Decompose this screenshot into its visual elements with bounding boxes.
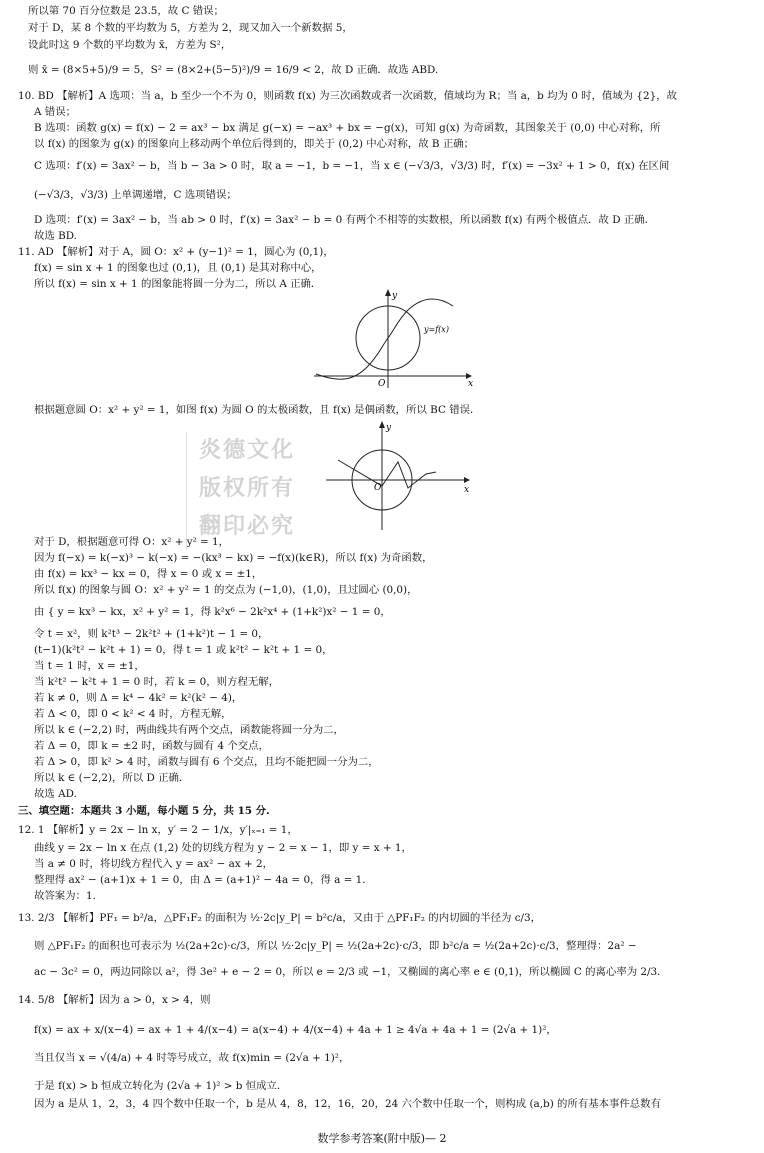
text-line: 所以第 70 百分位数是 23.5，故 C 错误；: [28, 5, 224, 17]
watermark: [186, 432, 307, 550]
figure-taiji-circle: [318, 416, 473, 534]
text-line: A 错误；: [34, 106, 76, 118]
text-line: 所以 f(x) = sin x + 1 的图象能将圆一分为二，所以 A 正确．: [34, 278, 322, 290]
text-line: C 选项：f′(x) = 3ax² − b，当 b − 3a > 0 时，取 a = −1，b = −1，当 x ∈ (−√3/3，√3/3) 时，f′(x) = −3x² + 1 > 0，f(x) 在区间: [34, 160, 670, 172]
text-line: 若 k ≠ 0，则 Δ = k⁴ − 4k² = k²(k² − 4)，: [34, 692, 243, 704]
text-line: 所以 k ∈ (−2,2)，所以 D 正确．: [34, 772, 190, 784]
y-arrow-icon: [385, 289, 391, 296]
text-line: B 选项：函数 g(x) = f(x) − 2 = ax³ − bx 满足 g(−x) = −ax³ + bx = −g(x)，可知 g(x) 为奇函数，其图象关于 (0,0) 中心对称，所: [34, 122, 661, 134]
watermark-line: 版权所有: [198, 476, 295, 501]
text-line: 对于 D，根据题意可得 O：x² + y² = 1，: [34, 536, 230, 548]
curve-label: y=f(x): [424, 325, 449, 334]
origin-label: O: [374, 483, 382, 493]
text-line: 整理得 ax² − (a+1)x + 1 = 0，由 Δ = (a+1)² − 4a = 0，得 a = 1．: [34, 874, 373, 886]
y-arrow-icon: [379, 421, 385, 428]
text-line: D 选项：f′(x) = 3ax² − b，当 ab > 0 时，f′(x) = 3ax² − b = 0 有两个不相等的实数根，所以函数 f(x) 有两个极值点．故 D 正确．: [34, 214, 656, 226]
watermark-line: 炎德文化: [198, 438, 295, 463]
text-line: 于是 f(x) > b 恒成立转化为 (2√a + 1)² > b 恒成立．: [34, 1080, 288, 1092]
watermark-line: 翻印必究: [198, 514, 295, 539]
text-line: 根据题意圆 O：x² + y² = 1，如图 f(x) 为圆 O 的太极函数，且 f(x) 是偶函数，所以 BC 错误．: [34, 404, 481, 416]
text-line: 曲线 y = 2x − ln x 在点 (1,2) 处的切线方程为 y − 2 = x − 1，即 y = x + 1，: [34, 842, 412, 854]
text-line: 所以 f(x) 的图象与圆 O：x² + y² = 1 的交点为 (−1,0)，(1,0)，且过圆心 (0,0)，: [34, 584, 418, 596]
x-axis-label: x: [464, 485, 470, 495]
figure-sine-circle: [308, 284, 478, 390]
text-line: (−√3/3，√3/3) 上单调递增，C 选项错误；: [34, 189, 237, 201]
origin-label: O: [378, 379, 386, 389]
text-line: 由 f(x) = kx³ − kx = 0，得 x = 0 或 x = ±1，: [34, 568, 263, 580]
y-axis-label: y: [386, 423, 392, 433]
text-line: 所以 k ∈ (−2,2) 时，两曲线共有两个交点，函数能将圆一分为二，: [34, 724, 344, 736]
text-line: 故答案为：1.: [34, 890, 96, 902]
text-line: ac − 3c² = 0，两边同除以 a²，得 3e² + e − 2 = 0，所以 e = 2/3 或 −1，又椭圆的离心率 e ∈ (0,1)，所以椭圆 C 的离心率为 2/3．: [34, 966, 668, 978]
text-line: 故选 AD.: [34, 788, 77, 800]
text-line: f(x) = sin x + 1 的图象也过 (0,1)，且 (0,1) 是其对称中心，: [34, 262, 322, 274]
text-line: 由 { y = kx³ − kx，x² + y² = 1，得 k²x⁶ − 2k²x⁴ + (1+k²)x² − 1 = 0，: [34, 606, 391, 618]
x-arrow-icon: [464, 477, 470, 483]
text-line: 故选 BD.: [34, 230, 77, 242]
text-line: 12. 1 【解析】y = 2x − ln x，y′ = 2 − 1/x，y′|ₓ₌₁ = 1，: [18, 824, 298, 836]
text-line: 则 x̄ = (8×5+5)/9 = 5，S² = (8×2+(5−5)²)/9 = 16/9 < 2，故 D 正确．故选 ABD.: [28, 64, 439, 76]
page-footer: 数学参考答案(附中版)— 2: [317, 1132, 447, 1145]
text-line: 以 f(x) 的图象为 g(x) 的图象向上移动两个单位后得到的，即关于 (0,2) 中心对称，故 B 正确；: [34, 138, 475, 150]
text-line: 令 t = x²，则 k²t³ − 2k²t² + (1+k²)t − 1 = 0，: [34, 628, 269, 640]
text-line: 11. AD 【解析】对于 A，圆 O：x² + (y−1)² = 1，圆心为 (0,1)，: [18, 246, 334, 258]
text-line: 因为 f(−x) = k(−x)³ − k(−x) = −(kx³ − kx) = −f(x)(k∈R)，所以 f(x) 为奇函数，: [34, 552, 433, 564]
y-axis-label: y: [392, 291, 398, 301]
text-line: 当 k²t² − k²t + 1 = 0 时，若 k = 0，则方程无解，: [34, 676, 280, 688]
text-line: 13. 2/3 【解析】PF₁ = b²/a，△PF₁F₂ 的面积为 ½·2c|y_P| = b²c/a，又由于 △PF₁F₂ 的内切圆的半径为 c/3，: [18, 912, 542, 924]
sine-curve: [316, 299, 453, 379]
text-line: 当且仅当 x = √(4/a) + 4 时等号成立，故 f(x)min = (2√a + 1)²，: [34, 1052, 350, 1064]
text-line: 若 Δ = 0，即 k = ±2 时，函数与圆有 4 个交点，: [34, 740, 269, 752]
text-line: 当 a ≠ 0 时，将切线方程代入 y = ax² − ax + 2，: [34, 858, 274, 870]
text-line: 当 t = 1 时，x = ±1，: [34, 660, 145, 672]
text-line: 对于 D，某 8 个数的平均数为 5，方差为 2，现又加入一个新数据 5，: [28, 22, 353, 34]
text-line: 则 △PF₁F₂ 的面积也可表示为 ½(2a+2c)·c/3，所以 ½·2c|y_P| = ½(2a+2c)·c/3，即 b²c/a = ½(2a+2c)·c/3，整理得：2a² −: [34, 940, 637, 952]
text-line: f(x) = ax + x/(x−4) = ax + 1 + 4/(x−4) = a(x−4) + 4/(x−4) + 4a + 1 ≥ 4√a + 4a + 1 = (2√a + 1)²，: [34, 1024, 557, 1036]
text-line: (t−1)(k²t² − k²t + 1) = 0，得 t = 1 或 k²t² − k²t + 1 = 0，: [34, 644, 333, 656]
text-line: 10. BD 【解析】A 选项：当 a，b 至少一个不为 0，则函数 f(x) 为三次函数或者一次函数，值域均为 R；当 a，b 均为 0 时，值域为 {2}，故: [18, 90, 677, 102]
text-line: 若 Δ > 0，即 k² > 4 时，函数与圆有 6 个交点，且均不能把圆一分为二，: [34, 756, 379, 768]
text-line: 若 Δ < 0，即 0 < k² < 4 时，方程无解，: [34, 708, 232, 720]
text-line: 因为 a 是从 1，2，3，4 四个数中任取一个，b 是从 4，8，12，16，20，24 六个数中任取一个，则构成 (a,b) 的所有基本事件总数有: [34, 1098, 661, 1110]
x-axis-label: x: [468, 379, 474, 389]
section-heading: 三、填空题：本题共 3 小题，每小题 5 分，共 15 分.: [18, 805, 270, 817]
text-line: 14. 5/8 【解析】因为 a > 0，x > 4，则: [18, 994, 211, 1006]
text-line: 设此时这 9 个数的平均数为 x̄，方差为 S²，: [28, 39, 232, 51]
